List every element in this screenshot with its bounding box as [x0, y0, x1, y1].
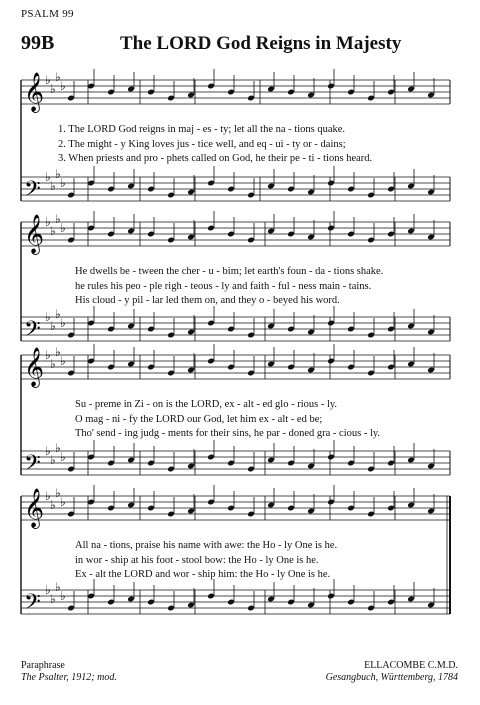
hymn-title: The LORD God Reigns in Majesty — [120, 33, 402, 54]
key-flat: ♭ — [55, 580, 61, 594]
key-flat: ♭ — [45, 489, 51, 503]
key-flat: ♭ — [50, 179, 56, 193]
key-flat: ♭ — [50, 357, 56, 371]
lyric-line: Ex - alt the LORD and wor - ship him: the Ho - ly One is he. — [75, 569, 331, 580]
key-flat: ♭ — [45, 73, 51, 87]
key-flat: ♭ — [55, 167, 61, 181]
key-flat: ♭ — [50, 224, 56, 238]
text-credit-source: The Psalter, 1912; mod. — [21, 672, 117, 683]
key-flat: ♭ — [55, 70, 61, 84]
key-flat: ♭ — [50, 319, 56, 333]
key-flat: ♭ — [50, 498, 56, 512]
lyric-line: 3. When priests and pro - phets called on God, he their pe - ti - tions heard. — [58, 153, 373, 164]
lyric-line: His cloud - y pil - lar led them on, and they o - beyed his word. — [75, 295, 340, 306]
key-flat: ♭ — [60, 176, 66, 190]
hymn-number: 99B — [21, 32, 55, 54]
bass-clef: 𝄢 — [24, 451, 41, 481]
lyric-line: All na - tions, praise his name with awe: the Ho - ly One is he. — [75, 540, 338, 551]
key-flat: ♭ — [50, 592, 56, 606]
treble-clef: 𝄞 — [24, 347, 45, 387]
key-flat: ♭ — [45, 215, 51, 229]
key-flat: ♭ — [45, 444, 51, 458]
key-flat: ♭ — [45, 170, 51, 184]
key-flat: ♭ — [55, 345, 61, 359]
key-flat: ♭ — [55, 486, 61, 500]
lyric-line: Su - preme in Zi - on is the LORD, ex - alt - ed glo - rious - ly. — [75, 399, 338, 410]
key-flat: ♭ — [45, 583, 51, 597]
key-flat: ♭ — [60, 495, 66, 509]
psalm-label: PSALM 99 — [21, 8, 74, 20]
key-flat: ♭ — [50, 82, 56, 96]
lyric-line: He dwells be - tween the cher - u - bim; let earth's foun - da - tions shake. — [75, 266, 384, 277]
treble-clef: 𝄞 — [24, 488, 45, 528]
treble-clef: 𝄞 — [24, 72, 45, 112]
lyric-line: 2. The might - y King loves jus - tice well, and eq - ui - ty or - dains; — [58, 139, 346, 150]
key-flat: ♭ — [55, 441, 61, 455]
key-flat: ♭ — [50, 453, 56, 467]
key-flat: ♭ — [45, 310, 51, 324]
bass-clef: 𝄢 — [24, 590, 41, 620]
key-flat: ♭ — [60, 79, 66, 93]
treble-clef: 𝄞 — [24, 214, 45, 254]
bass-clef: 𝄢 — [24, 317, 41, 347]
key-flat: ♭ — [60, 450, 66, 464]
lyric-line: O mag - ni - fy the LORD our God, let him ex - alt - ed be; — [75, 414, 323, 425]
tune-source: Gesangbuch, Württemberg, 1784 — [325, 672, 458, 683]
lyric-line: in wor - ship at his foot - stool bow: the Ho - ly One is he. — [75, 555, 319, 566]
lyric-line: 1. The LORD God reigns in maj - es - ty; let all the na - tions quake. — [58, 124, 346, 135]
lyric-line: he rules his peo - ple righ - teous - ly and faith - ful - ness main - tains. — [75, 281, 372, 292]
bass-clef: 𝄢 — [24, 177, 41, 207]
key-flat: ♭ — [60, 316, 66, 330]
key-flat: ♭ — [45, 348, 51, 362]
key-flat: ♭ — [55, 307, 61, 321]
text-credit-label: Paraphrase — [21, 660, 65, 671]
key-flat: ♭ — [60, 589, 66, 603]
tune-name: ELLACOMBE C.M.D. — [364, 660, 458, 671]
lyric-line: Tho' send - ing judg - ments for their sins, he par - doned gra - cious - ly. — [75, 428, 381, 439]
key-flat: ♭ — [60, 221, 66, 235]
key-flat: ♭ — [60, 354, 66, 368]
key-flat: ♭ — [55, 212, 61, 226]
